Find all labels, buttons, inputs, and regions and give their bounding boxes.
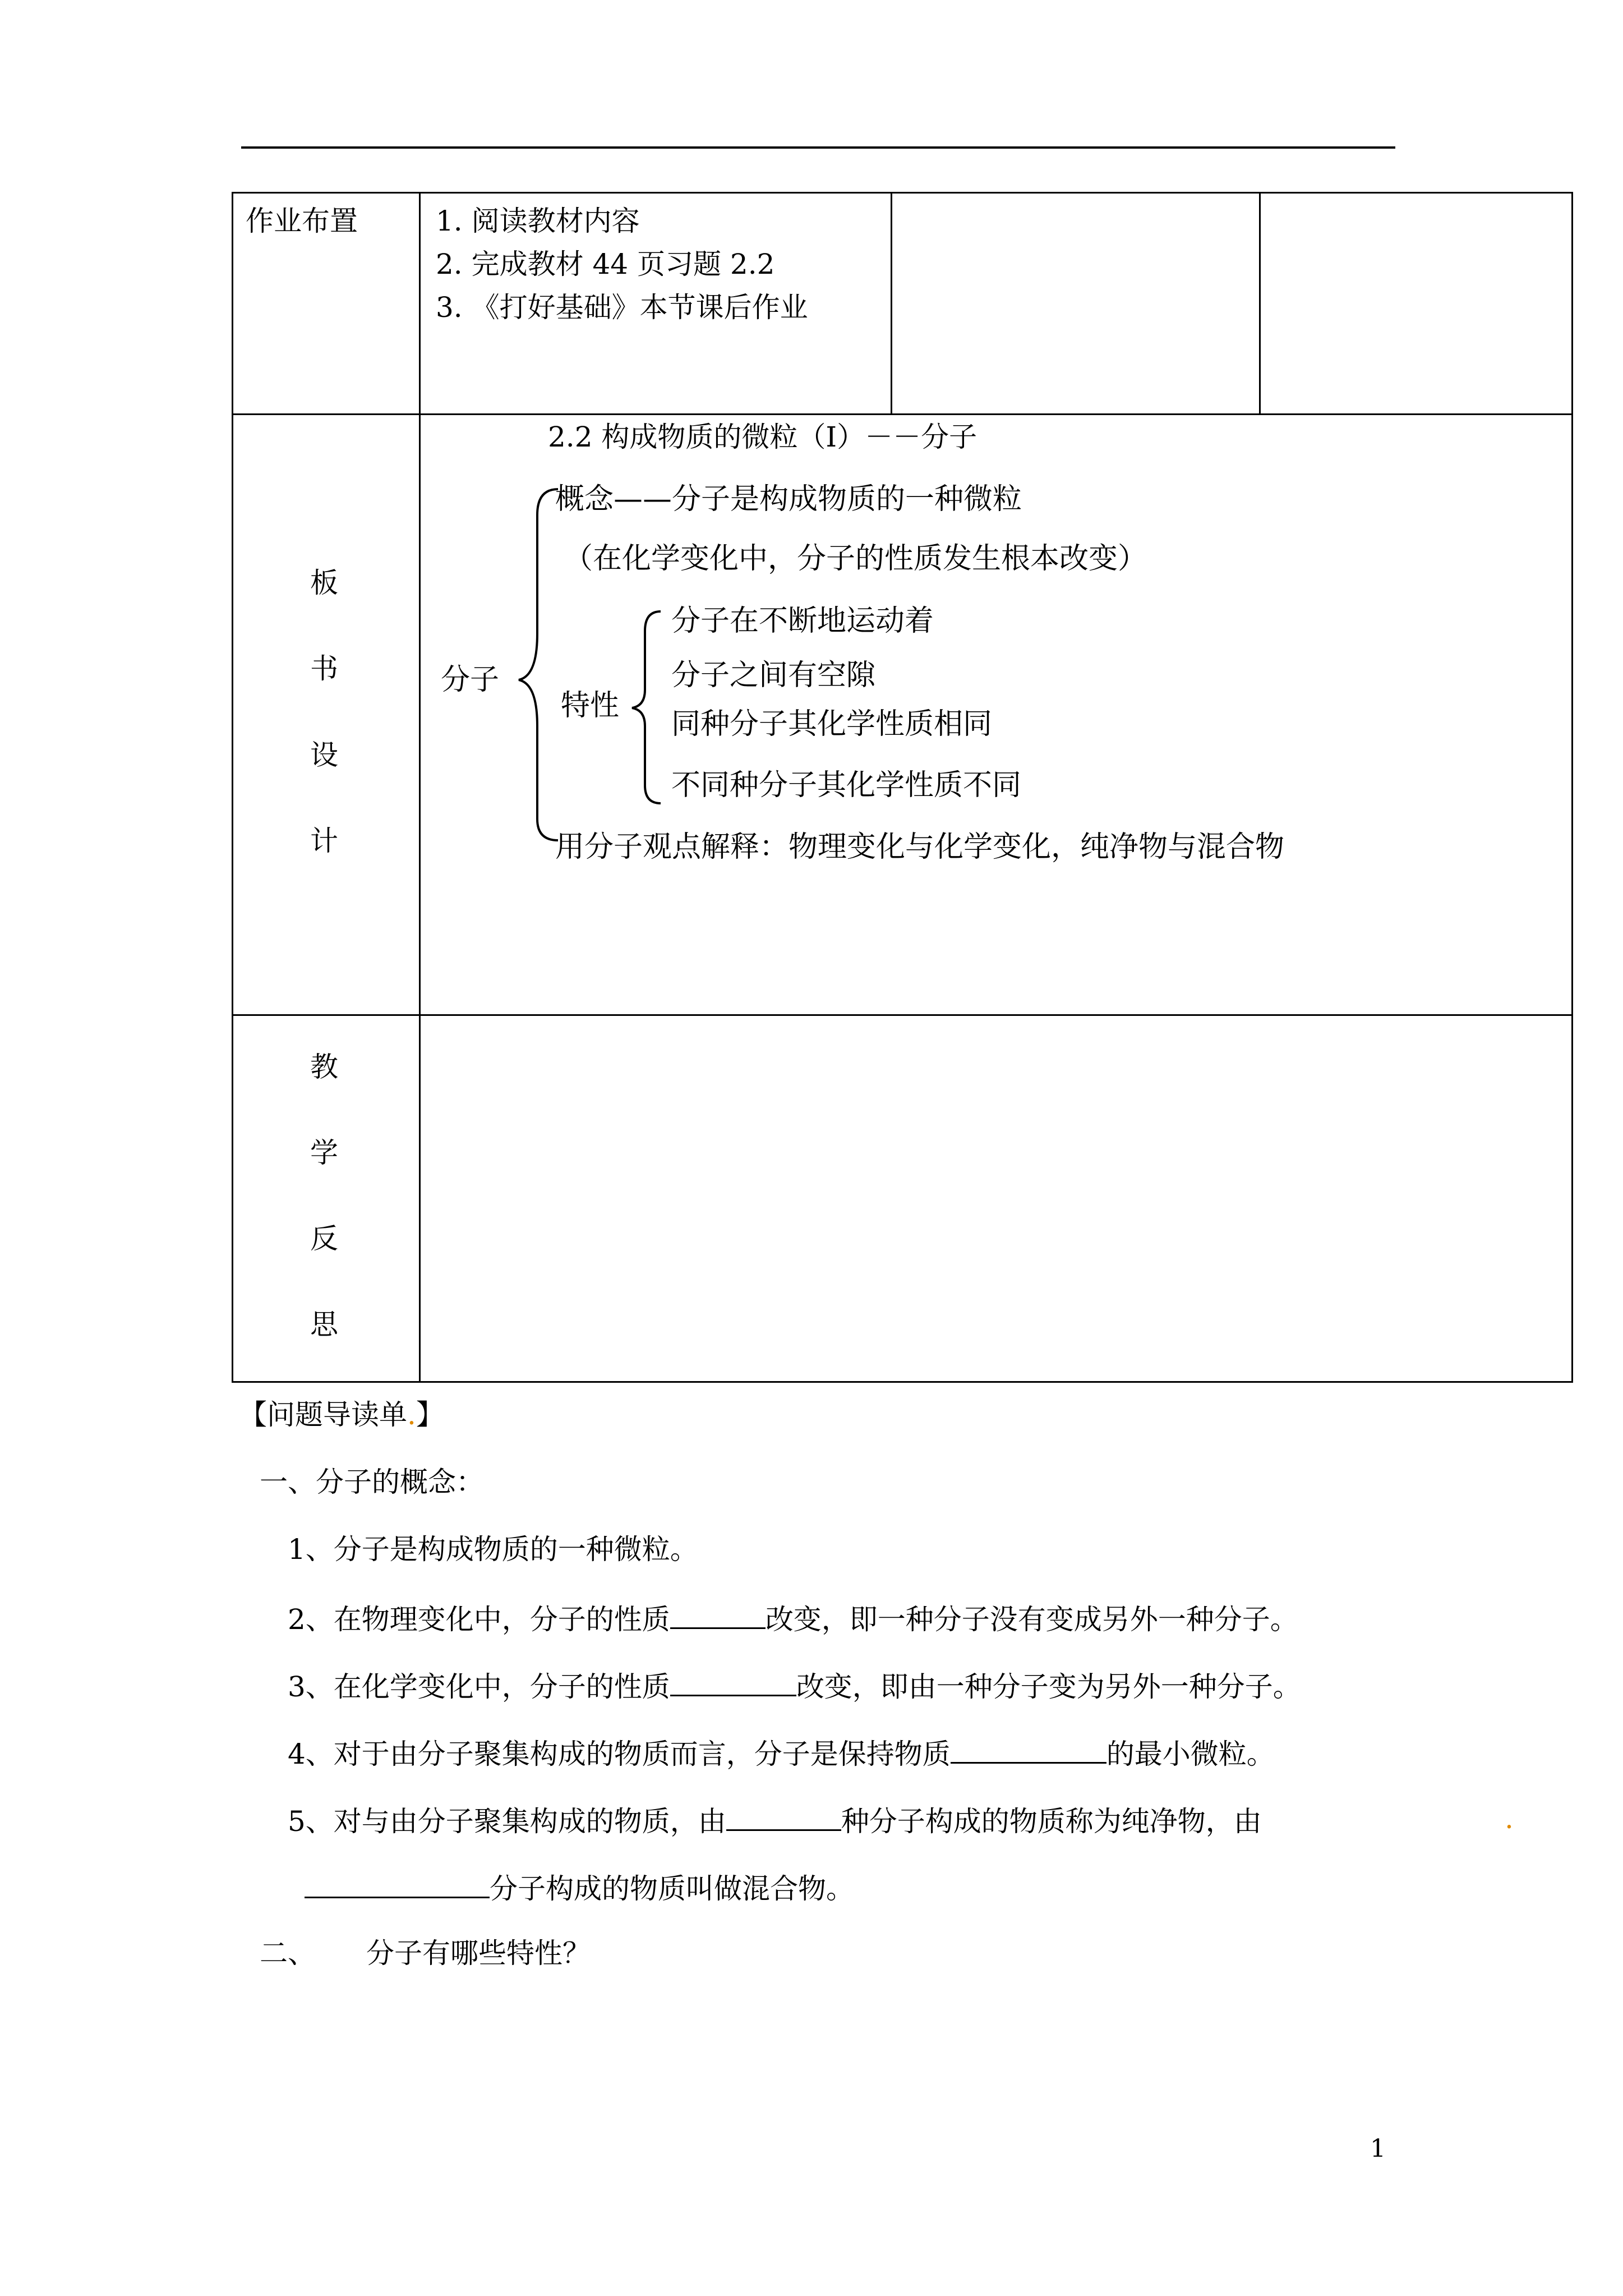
guide-heading-end: 】 [416,1398,444,1431]
concept-note: （在化学变化中，分子的性质发生根本改变） [564,542,1147,576]
question-text: 4、对于由分子聚集构成的物质而言，分子是保持物质 [288,1738,951,1770]
section-text: 分子有哪些特性？ [366,1937,591,1970]
feature-label: 特性 [561,689,620,723]
homework-item: 2. 完成教材 44 页习题 2.2 [436,248,775,280]
question-text: 5、对与由分子聚集构成的物质，由 [288,1805,726,1838]
feature-item: 分子之间有空隙 [671,659,876,692]
outer-brace [519,489,558,840]
question-5 [288,1805,1262,1838]
homework-item: 1. 阅读教材内容 [436,205,640,237]
reflection-label-char: 反 [310,1222,338,1255]
section-heading [260,1937,591,1970]
explain-line: 用分子观点解释：物理变化与化学变化，纯净物与混合物 [555,830,1285,864]
section-heading: 一、分子的概念： [260,1466,484,1498]
board-label-char: 计 [310,825,338,857]
question-text: 改变，即由一种分子变为另外一种分子。 [796,1671,1301,1703]
question-text: 的最小微粒。 [1106,1738,1275,1770]
question-4 [288,1737,1275,1768]
feature-item: 分子在不断地运动着 [671,604,934,638]
question-text: 改变，即一种分子没有变成另外一种分子。 [765,1603,1298,1636]
reflection-label-char: 学 [310,1137,338,1169]
guide-heading-text: 【问题导读单 [239,1398,407,1431]
reflection-label-char: 教 [310,1051,338,1083]
feature-item: 不同种分子其化学性质不同 [671,769,1022,802]
concept-line: 概念——分子是构成物质的一种微粒 [555,482,1022,516]
question-5-continued [305,1872,854,1903]
reflection-label-char: 思 [310,1308,338,1341]
guide-heading [239,1398,444,1431]
question-text: 分子构成的物质叫做混合物。 [490,1872,854,1905]
board-label-char: 板 [310,567,338,599]
inner-brace [632,611,661,803]
guide-heading-dot: . [407,1398,416,1431]
root-label: 分子 [441,663,500,697]
fill-blank[interactable] [726,1805,841,1831]
homework-label: 作业布置 [246,205,358,237]
section-number: 二、 [260,1937,316,1970]
page-number: 1 [1370,2134,1386,2163]
question-3 [288,1670,1301,1701]
question-text: 3、在化学变化中，分子的性质 [288,1671,670,1703]
fill-blank[interactable] [670,1670,796,1696]
board-label-char: 设 [310,739,338,771]
stray-dot: . [1505,1802,1514,1835]
feature-item: 同种分子其化学性质相同 [671,707,993,741]
question-text: 种分子构成的物质称为纯净物，由 [841,1805,1262,1838]
question-2 [288,1603,1298,1634]
fill-blank[interactable] [951,1737,1106,1764]
board-title: 2.2 构成物质的微粒（Ⅰ）－－分子 [548,421,978,453]
fill-blank[interactable] [305,1872,490,1898]
homework-item: 3. 《打好基础》本节课后作业 [436,291,808,324]
question-1: 1、分子是构成物质的一种微粒。 [288,1533,698,1566]
fill-blank[interactable] [670,1603,766,1629]
board-label-char: 书 [310,652,338,685]
question-text: 2、在物理变化中，分子的性质 [288,1603,670,1636]
